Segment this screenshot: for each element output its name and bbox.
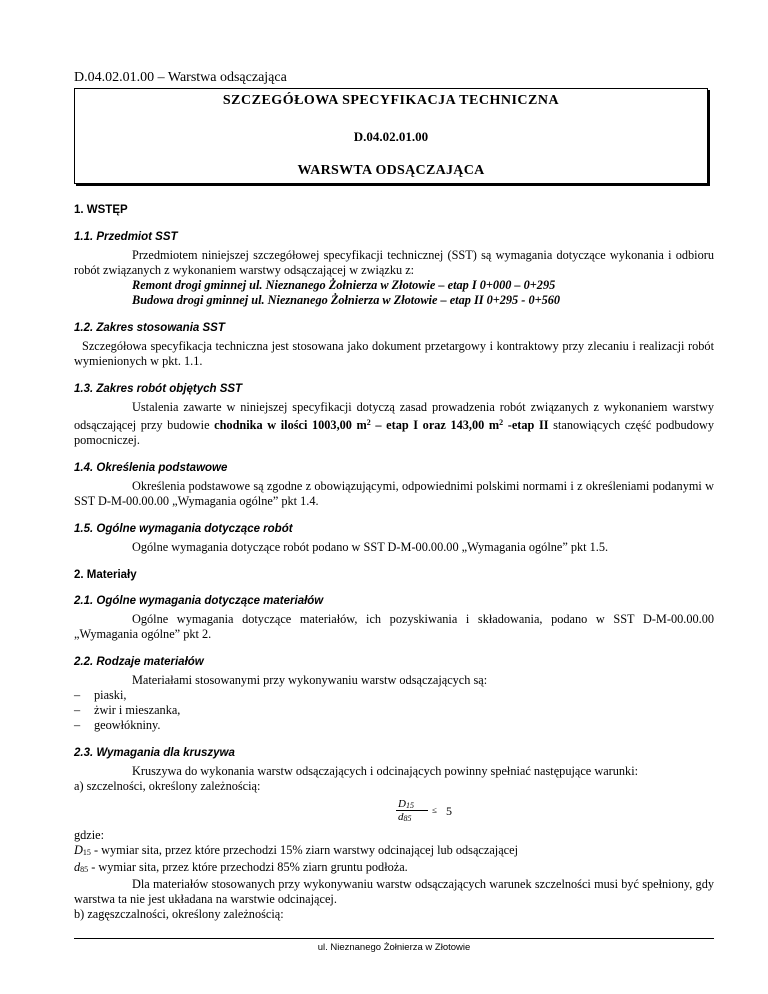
condition-a: a) szczelności, określony zależnością: xyxy=(74,779,261,793)
definition-d15: D15 - wymiar sita, przez które przechodzi 15% ziarn warstwy odcinającej lub odsączającej xyxy=(74,843,519,857)
title-line-code: D.04.02.01.00 xyxy=(353,129,429,144)
section-2-1-heading: 2.1. Ogólne wymagania dotyczące materiałów xyxy=(74,595,324,607)
unit-sup-1: 2 xyxy=(366,418,371,427)
section-2-heading: 2. Materiały xyxy=(74,569,137,581)
section-1-3-text xyxy=(74,400,714,448)
section-1-5-heading: 1.5. Ogólne wymagania dotyczące robót xyxy=(74,523,293,535)
running-header: D.04.02.01.00 – Warstwa odsączająca xyxy=(74,70,287,85)
unit-sup-2: 2 xyxy=(499,418,504,427)
footer-divider xyxy=(74,938,714,939)
section-2-1-text: Ogólne wymagania dotyczące materiałów, ich pozyskiwania i składowania, podano w SST D-M-00.00.00 „Wymagania ogólne” pkt 2. xyxy=(74,612,714,641)
section-2-2-text: Materiałami stosowanymi przy wykonywaniu warstw odsączających są: xyxy=(132,673,488,687)
section-1-heading: 1. WSTĘP xyxy=(74,204,128,216)
section-1-1-text: Przedmiotem niniejszej szczegółowej specyfikacji technicznej (SST) są wymagania dotyczące wykonania i odbioru robót związanych z wykonaniem warstwy odsączającej w związku z: xyxy=(74,248,714,277)
title-box xyxy=(74,88,708,184)
quantity-stage-1: chodnika w ilości 1003,00 m xyxy=(214,418,367,432)
list-item: – geowłókniny. xyxy=(74,718,714,733)
scope-item-stage-1: Remont drogi gminnej ul. Nieznanego Żołnierza w Złotowie – etap I 0+000 – 0+295 xyxy=(132,278,556,292)
formula-denominator: d85 xyxy=(398,811,412,823)
section-1-3-text-a: Ustalenia zawarte w niniejszej specyfikacji dotyczą zasad prowadzenia robót związanych z wykonaniem warstwy odsączającej przy budowie xyxy=(74,400,714,432)
section-1-3-text-b: stanowiących część podbudowy pomocniczej. xyxy=(74,418,714,447)
section-2-3-text: Kruszywa do wykonania warstw odsączających i odcinających powinny spełniać następujące warunki: xyxy=(132,764,639,778)
title-line-name: WARSWTA ODSĄCZAJĄCA xyxy=(297,163,485,178)
formula-operator: ≤ xyxy=(432,805,437,815)
section-1-3-heading: 1.3. Zakres robót objętych SST xyxy=(74,383,243,395)
section-1-2-heading: 1.2. Zakres stosowania SST xyxy=(74,322,225,334)
stage-2-label: -etap II xyxy=(503,418,549,432)
formula-value: 5 xyxy=(446,804,452,818)
title-line-spec: SZCZEGÓŁOWA SPECYFIKACJA TECHNICZNA xyxy=(222,93,560,108)
section-1-5-text: Ogólne wymagania dotyczące robót podano w SST D-M-00.00.00 „Wymagania ogólne” pkt 1.5. xyxy=(132,540,609,554)
list-item: – piaski, xyxy=(74,688,714,703)
where-label: gdzie: xyxy=(74,828,105,842)
section-2-2-heading: 2.2. Rodzaje materiałów xyxy=(74,656,204,668)
section-1-2-text: Szczegółowa specyfikacja techniczna jest stosowana jako dokument przetargowy i kontraktowy przy zlecaniu i realizacji robót wymienionych w pkt. 1.1. xyxy=(74,339,714,368)
page-footer: ul. Nieznanego Żołnierza w Złotowie xyxy=(317,942,471,953)
document-page xyxy=(74,70,714,922)
section-2-3-text-2: Dla materiałów stosowanych przy wykonywaniu warstw odsączających warunek szczelności musi być spełniony, gdy warstwa ta nie jest układana na warstwie odcinającej. xyxy=(74,877,714,906)
section-1-1-heading: 1.1. Przedmiot SST xyxy=(74,231,178,243)
formula-numerator: D15 xyxy=(396,798,428,811)
section-2-3-heading: 2.3. Wymagania dla kruszywa xyxy=(74,747,235,759)
formula-fraction xyxy=(396,798,428,823)
list-item: – żwir i mieszanka, xyxy=(74,703,714,718)
definition-d85: d85 - wymiar sita, przez które przechodzi 85% ziarn gruntu podłoża. xyxy=(74,860,408,874)
quantity-stage-2: – etap I oraz 143,00 m xyxy=(370,418,500,432)
condition-b: b) zagęszczalności, określony zależnością: xyxy=(74,907,284,921)
materials-list xyxy=(74,688,714,733)
section-1-4-text: Określenia podstawowe są zgodne z obowiązującymi, odpowiednimi polskimi normami i z określeniami podanymi w SST D-M-00.00.00 „Wymagania ogólne” pkt 1.4. xyxy=(74,479,714,508)
formula-block xyxy=(74,794,714,828)
section-1-4-heading: 1.4. Określenia podstawowe xyxy=(74,462,228,474)
scope-item-stage-2: Budowa drogi gminnej ul. Nieznanego Żołnierza w Złotowie – etap II 0+295 - 0+560 xyxy=(132,293,561,307)
